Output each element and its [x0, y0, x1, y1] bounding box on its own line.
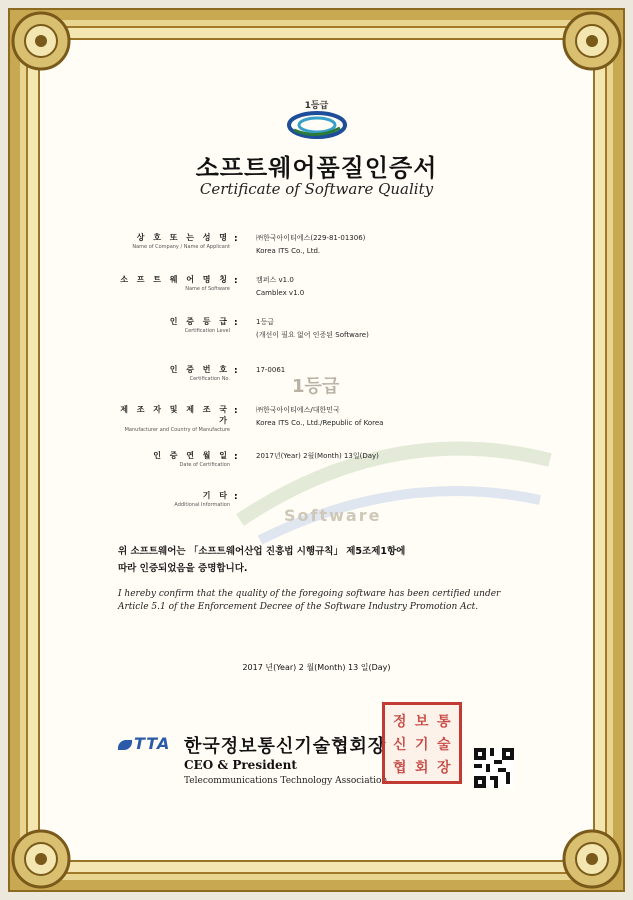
- seal-char: 술: [437, 737, 451, 753]
- issue-date: 2017 년(Year) 2 월(Month) 13 일(Day): [242, 663, 391, 672]
- certificate-title-korean: 소프트웨어품질인증서: [195, 154, 438, 182]
- ornament-corner-icon: [557, 824, 627, 894]
- qr-code-icon: [474, 748, 514, 788]
- field-value: (개선이 필요 없어 인증된 Software): [256, 331, 369, 339]
- field-value: Korea ITS Co., Ltd./Republic of Korea: [256, 419, 384, 427]
- ornament-corner-icon: [557, 6, 627, 76]
- statement-line: 따라 인증되었음을 증명합니다.: [118, 563, 248, 574]
- seal-char: 통: [437, 714, 451, 730]
- field-value: Korea ITS Co., Ltd.: [256, 247, 321, 255]
- field-label-english: Date of Certification: [179, 462, 230, 468]
- field-value: 캠퍼스 v1.0: [256, 276, 294, 284]
- certification-statement-korean: [118, 543, 538, 577]
- field-value: Camblex v1.0: [256, 289, 305, 297]
- field-label: 인 증 연 월 일: [153, 451, 230, 460]
- watermark-grade: 1등급: [292, 376, 340, 397]
- tta-swoosh-icon: [118, 740, 132, 750]
- official-seal-stamp: [382, 702, 462, 784]
- tta-logo-text: TTA: [134, 734, 171, 753]
- field-label: 상 호 또 는 성 명: [136, 233, 230, 242]
- seal-char: 기: [415, 737, 429, 753]
- field-label-english: Name of Software: [185, 286, 230, 292]
- field-label: 인 증 등 급: [169, 317, 230, 326]
- field-value: 17-0061: [256, 366, 286, 374]
- watermark-software: Software: [284, 506, 382, 525]
- field-label-english: Manufacturer and Country of Manufacture: [124, 427, 230, 433]
- issuer-title: CEO & President: [184, 758, 297, 772]
- statement-line: 위 소프트웨어는 「소프트웨어산업 진흥법 시행규칙」 제5조제1항에: [118, 546, 406, 557]
- field-label: 소 프 트 웨 어 명 칭: [120, 275, 230, 284]
- field-label-english: Name of Company / Name of Applicant: [132, 244, 230, 250]
- seal-char: 신: [393, 737, 407, 753]
- field-value: ㈜한국아이티에스(229-81-01306): [256, 234, 366, 242]
- ornament-corner-icon: [6, 824, 76, 894]
- seal-char: 회: [415, 760, 429, 776]
- issuer-organization: Telecommunications Technology Association: [184, 776, 388, 786]
- field-label-english: Certification No.: [189, 376, 230, 382]
- field-label-english: Certification Level: [184, 328, 230, 334]
- quality-mark-logo-icon: [286, 110, 348, 140]
- seal-char: 보: [415, 714, 429, 730]
- field-value: 2017년(Year) 2월(Month) 13일(Day): [256, 452, 379, 460]
- seal-char: 협: [393, 760, 407, 776]
- tta-logo: [118, 734, 170, 753]
- field-label: 기 타: [202, 491, 230, 500]
- field-label-english: Additional Information: [174, 502, 230, 508]
- issuer-name-korean: 한국정보통신기술협회장: [184, 736, 387, 757]
- ornament-corner-icon: [6, 6, 76, 76]
- seal-char: 정: [393, 714, 407, 730]
- field-label: 인 증 번 호: [169, 365, 230, 374]
- field-label: 제 조 자 및 제 조 국 가: [120, 405, 230, 425]
- field-value: ㈜한국아이티에스/대한민국: [256, 406, 340, 414]
- field-value: 1등급: [256, 318, 274, 326]
- grade-label: 1등급: [304, 101, 329, 111]
- seal-char: 장: [437, 760, 451, 776]
- certification-statement-english: I hereby confirm that the quality of the foregoing software has been certified under Article 5.1 of the Enforcement Decree of the Software Industry Promotion Act.: [118, 589, 501, 612]
- certificate-title-english: Certificate of Software Quality: [199, 180, 434, 198]
